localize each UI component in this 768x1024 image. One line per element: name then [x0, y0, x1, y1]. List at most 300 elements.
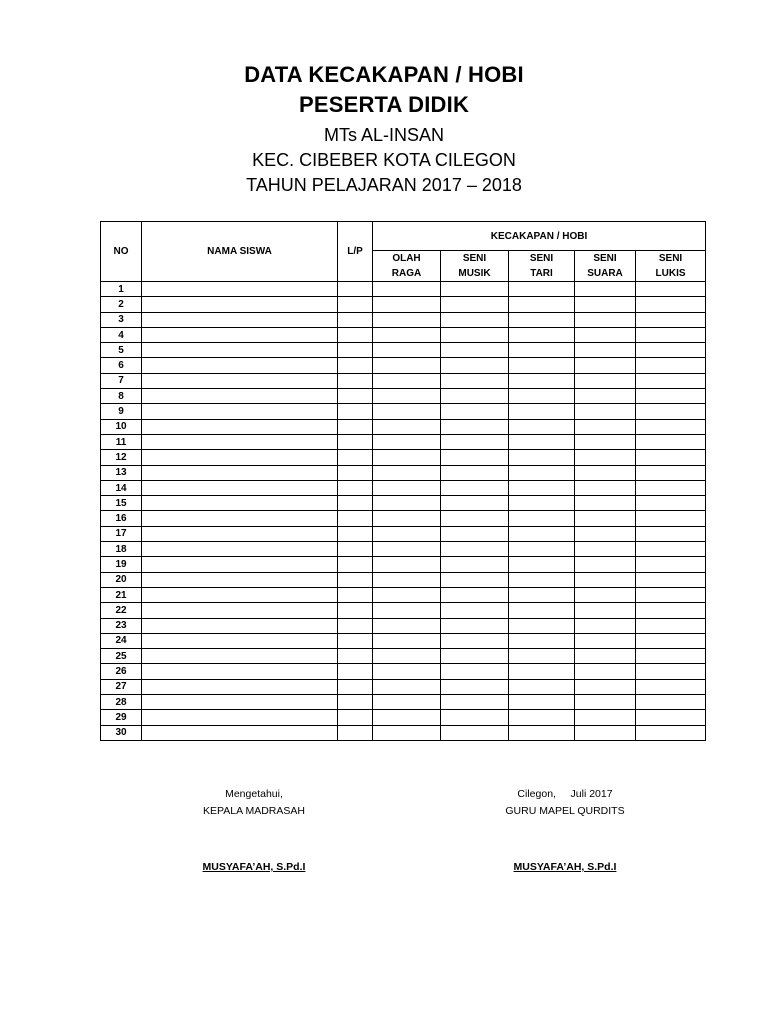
cell-seni-musik: [441, 496, 509, 511]
cell-name: [142, 511, 338, 526]
cell-seni-lukis: [636, 434, 706, 449]
cell-seni-lukis: [636, 312, 706, 327]
document-title: DATA KECAKAPAN / HOBI: [244, 62, 524, 87]
cell-seni-tari: [509, 404, 575, 419]
header-line: SENI: [593, 253, 617, 264]
cell-name: [142, 419, 338, 434]
header-line: RAGA: [391, 268, 422, 279]
cell-name: [142, 695, 338, 710]
cell-seni-musik: [441, 404, 509, 419]
cell-olah-raga: [373, 649, 441, 664]
cell-no: 4: [101, 327, 142, 342]
cell-name: [142, 297, 338, 312]
column-group-header-skills: KECAKAPAN / HOBI: [373, 222, 706, 251]
cell-seni-musik: [441, 526, 509, 541]
cell-olah-raga: [373, 404, 441, 419]
cell-seni-suara: [575, 511, 636, 526]
cell-seni-musik: [441, 434, 509, 449]
cell-seni-musik: [441, 633, 509, 648]
cell-no: 27: [101, 679, 142, 694]
document-subtitle: PESERTA DIDIK: [298, 92, 470, 117]
table-row: [101, 373, 706, 388]
cell-seni-tari: [509, 725, 575, 740]
cell-name: [142, 373, 338, 388]
cell-gender: [338, 649, 373, 664]
cell-no: 25: [101, 649, 142, 664]
cell-seni-suara: [575, 343, 636, 358]
cell-gender: [338, 343, 373, 358]
cell-seni-tari: [509, 710, 575, 725]
cell-seni-suara: [575, 419, 636, 434]
cell-no: 17: [101, 526, 142, 541]
header-line: MUSIK: [458, 268, 491, 279]
cell-name: [142, 480, 338, 495]
table-row: [101, 572, 706, 587]
cell-seni-musik: [441, 557, 509, 572]
cell-seni-tari: [509, 465, 575, 480]
cell-no: 30: [101, 725, 142, 740]
cell-olah-raga: [373, 572, 441, 587]
cell-gender: [338, 312, 373, 327]
cell-name: [142, 496, 338, 511]
cell-olah-raga: [373, 526, 441, 541]
district-name: KEC. CIBEBER KOTA CILEGON: [252, 150, 516, 170]
cell-seni-suara: [575, 312, 636, 327]
cell-olah-raga: [373, 511, 441, 526]
cell-no: 2: [101, 297, 142, 312]
table-row: [101, 511, 706, 526]
table-row: [101, 526, 706, 541]
cell-gender: [338, 358, 373, 373]
table-row: [101, 450, 706, 465]
header-line: LUKIS: [655, 268, 686, 279]
cell-no: 5: [101, 343, 142, 358]
cell-gender: [338, 511, 373, 526]
cell-name: [142, 389, 338, 404]
cell-seni-lukis: [636, 297, 706, 312]
cell-name: [142, 664, 338, 679]
cell-gender: [338, 710, 373, 725]
cell-olah-raga: [373, 633, 441, 648]
cell-gender: [338, 664, 373, 679]
cell-gender: [338, 496, 373, 511]
cell-seni-lukis: [636, 649, 706, 664]
cell-seni-tari: [509, 649, 575, 664]
cell-seni-tari: [509, 358, 575, 373]
principal-name: MUSYAFA’AH, S.Pd.I: [202, 861, 306, 873]
table-row: [101, 282, 706, 297]
column-header-seni-tari: [509, 251, 575, 282]
cell-seni-lukis: [636, 695, 706, 710]
cell-seni-musik: [441, 282, 509, 297]
cell-seni-lukis: [636, 404, 706, 419]
cell-name: [142, 282, 338, 297]
cell-name: [142, 649, 338, 664]
cell-seni-musik: [441, 327, 509, 342]
table-row: [101, 297, 706, 312]
cell-no: 12: [101, 450, 142, 465]
table-row: [101, 710, 706, 725]
cell-olah-raga: [373, 465, 441, 480]
table-row: [101, 343, 706, 358]
cell-name: [142, 312, 338, 327]
cell-no: 9: [101, 404, 142, 419]
cell-seni-suara: [575, 557, 636, 572]
cell-no: 23: [101, 618, 142, 633]
cell-seni-lukis: [636, 419, 706, 434]
cell-olah-raga: [373, 725, 441, 740]
cell-gender: [338, 404, 373, 419]
cell-name: [142, 450, 338, 465]
cell-seni-suara: [575, 695, 636, 710]
cell-no: 18: [101, 542, 142, 557]
principal-title: KEPALA MADRASAH: [203, 805, 305, 817]
cell-seni-tari: [509, 496, 575, 511]
cell-seni-musik: [441, 649, 509, 664]
cell-gender: [338, 557, 373, 572]
header-line: OLAH: [392, 253, 421, 264]
cell-seni-suara: [575, 496, 636, 511]
cell-olah-raga: [373, 434, 441, 449]
cell-seni-lukis: [636, 633, 706, 648]
cell-seni-musik: [441, 587, 509, 602]
cell-name: [142, 557, 338, 572]
cell-olah-raga: [373, 297, 441, 312]
cell-name: [142, 603, 338, 618]
cell-seni-suara: [575, 282, 636, 297]
cell-seni-tari: [509, 695, 575, 710]
cell-no: 19: [101, 557, 142, 572]
cell-no: 22: [101, 603, 142, 618]
cell-seni-musik: [441, 511, 509, 526]
cell-no: 26: [101, 664, 142, 679]
table-row: [101, 725, 706, 740]
cell-olah-raga: [373, 557, 441, 572]
cell-seni-suara: [575, 603, 636, 618]
table-row: [101, 327, 706, 342]
cell-name: [142, 434, 338, 449]
cell-seni-tari: [509, 312, 575, 327]
title-block: [0, 60, 768, 198]
cell-no: 14: [101, 480, 142, 495]
school-name: MTs AL-INSAN: [323, 125, 445, 145]
header-line: TARI: [530, 268, 553, 279]
cell-seni-lukis: [636, 572, 706, 587]
header-line: SENI: [462, 253, 487, 264]
cell-seni-tari: [509, 419, 575, 434]
cell-seni-suara: [575, 389, 636, 404]
cell-seni-lukis: [636, 710, 706, 725]
cell-olah-raga: [373, 373, 441, 388]
cell-gender: [338, 587, 373, 602]
cell-gender: [338, 434, 373, 449]
cell-seni-musik: [441, 297, 509, 312]
cell-seni-tari: [509, 480, 575, 495]
cell-gender: [338, 297, 373, 312]
academic-year: TAHUN PELAJARAN 2017 – 2018: [246, 175, 522, 195]
cell-seni-suara: [575, 679, 636, 694]
cell-olah-raga: [373, 695, 441, 710]
table-row: [101, 312, 706, 327]
cell-gender: [338, 542, 373, 557]
cell-name: [142, 633, 338, 648]
cell-seni-musik: [441, 710, 509, 725]
cell-gender: [338, 282, 373, 297]
cell-gender: [338, 389, 373, 404]
cell-seni-lukis: [636, 664, 706, 679]
cell-seni-suara: [575, 480, 636, 495]
cell-name: [142, 542, 338, 557]
cell-seni-musik: [441, 465, 509, 480]
cell-seni-musik: [441, 572, 509, 587]
cell-seni-lukis: [636, 358, 706, 373]
cell-seni-lukis: [636, 679, 706, 694]
cell-seni-suara: [575, 297, 636, 312]
cell-seni-tari: [509, 572, 575, 587]
cell-seni-suara: [575, 618, 636, 633]
cell-seni-tari: [509, 679, 575, 694]
cell-no: 10: [101, 419, 142, 434]
cell-olah-raga: [373, 542, 441, 557]
cell-seni-suara: [575, 587, 636, 602]
cell-olah-raga: [373, 587, 441, 602]
table-row: [101, 557, 706, 572]
cell-seni-musik: [441, 373, 509, 388]
cell-olah-raga: [373, 343, 441, 358]
cell-seni-musik: [441, 679, 509, 694]
teacher-title: GURU MAPEL QURDITS: [505, 805, 625, 817]
cell-seni-tari: [509, 664, 575, 679]
cell-seni-tari: [509, 603, 575, 618]
cell-name: [142, 465, 338, 480]
cell-name: [142, 404, 338, 419]
table-row: [101, 465, 706, 480]
cell-seni-lukis: [636, 557, 706, 572]
table-row: [101, 496, 706, 511]
cell-no: 8: [101, 389, 142, 404]
cell-seni-lukis: [636, 587, 706, 602]
table-row: [101, 419, 706, 434]
cell-seni-suara: [575, 450, 636, 465]
cell-gender: [338, 725, 373, 740]
cell-seni-tari: [509, 557, 575, 572]
cell-no: 7: [101, 373, 142, 388]
column-header-olah-raga: [373, 251, 441, 282]
cell-seni-lukis: [636, 526, 706, 541]
cell-seni-tari: [509, 327, 575, 342]
cell-gender: [338, 419, 373, 434]
cell-no: 24: [101, 633, 142, 648]
table-row: [101, 633, 706, 648]
cell-name: [142, 572, 338, 587]
cell-no: 28: [101, 695, 142, 710]
acknowledged-label: Mengetahui,: [225, 788, 283, 800]
cell-olah-raga: [373, 327, 441, 342]
cell-seni-lukis: [636, 282, 706, 297]
cell-seni-lukis: [636, 496, 706, 511]
column-header-seni-lukis: [636, 251, 706, 282]
cell-name: [142, 327, 338, 342]
cell-olah-raga: [373, 710, 441, 725]
header-row-1: [101, 222, 706, 251]
table-row: [101, 434, 706, 449]
cell-no: 11: [101, 434, 142, 449]
cell-seni-tari: [509, 434, 575, 449]
cell-seni-lukis: [636, 511, 706, 526]
cell-seni-musik: [441, 419, 509, 434]
cell-seni-tari: [509, 511, 575, 526]
cell-seni-suara: [575, 710, 636, 725]
place-date: Cilegon, Juli 2017: [517, 788, 613, 800]
cell-seni-suara: [575, 465, 636, 480]
cell-gender: [338, 633, 373, 648]
cell-olah-raga: [373, 450, 441, 465]
cell-seni-lukis: [636, 327, 706, 342]
table-row: [101, 389, 706, 404]
table-body: [101, 282, 706, 741]
cell-seni-lukis: [636, 618, 706, 633]
cell-name: [142, 358, 338, 373]
student-hobby-table: [100, 221, 706, 741]
cell-olah-raga: [373, 664, 441, 679]
cell-seni-musik: [441, 450, 509, 465]
cell-gender: [338, 679, 373, 694]
cell-seni-suara: [575, 373, 636, 388]
cell-name: [142, 343, 338, 358]
table-row: [101, 679, 706, 694]
cell-no: 15: [101, 496, 142, 511]
signature-block-left: [124, 786, 384, 820]
cell-seni-lukis: [636, 343, 706, 358]
cell-seni-suara: [575, 542, 636, 557]
table-row: [101, 618, 706, 633]
cell-gender: [338, 526, 373, 541]
cell-seni-musik: [441, 358, 509, 373]
cell-no: 6: [101, 358, 142, 373]
cell-olah-raga: [373, 603, 441, 618]
cell-seni-tari: [509, 618, 575, 633]
cell-seni-musik: [441, 542, 509, 557]
cell-no: 1: [101, 282, 142, 297]
cell-seni-tari: [509, 389, 575, 404]
cell-no: 21: [101, 587, 142, 602]
cell-seni-suara: [575, 404, 636, 419]
table-row: [101, 542, 706, 557]
cell-name: [142, 679, 338, 694]
cell-seni-musik: [441, 603, 509, 618]
cell-seni-lukis: [636, 465, 706, 480]
cell-seni-suara: [575, 725, 636, 740]
cell-seni-tari: [509, 450, 575, 465]
table-row: [101, 695, 706, 710]
cell-name: [142, 710, 338, 725]
cell-seni-suara: [575, 633, 636, 648]
cell-seni-musik: [441, 312, 509, 327]
cell-seni-tari: [509, 343, 575, 358]
cell-gender: [338, 327, 373, 342]
cell-seni-tari: [509, 282, 575, 297]
table-row: [101, 358, 706, 373]
cell-seni-musik: [441, 725, 509, 740]
cell-olah-raga: [373, 312, 441, 327]
cell-name: [142, 526, 338, 541]
column-header-gender: L/P: [338, 222, 373, 282]
signature-block-right: [435, 786, 695, 820]
column-header-name: NAMA SISWA: [142, 222, 338, 282]
cell-seni-tari: [509, 587, 575, 602]
cell-seni-musik: [441, 480, 509, 495]
cell-gender: [338, 603, 373, 618]
column-header-seni-musik: [441, 251, 509, 282]
column-header-seni-suara: [575, 251, 636, 282]
table-row: [101, 649, 706, 664]
cell-olah-raga: [373, 679, 441, 694]
cell-olah-raga: [373, 358, 441, 373]
cell-seni-suara: [575, 664, 636, 679]
cell-seni-musik: [441, 389, 509, 404]
cell-no: 29: [101, 710, 142, 725]
cell-seni-suara: [575, 649, 636, 664]
cell-seni-lukis: [636, 373, 706, 388]
teacher-name: MUSYAFA’AH, S.Pd.I: [513, 861, 617, 873]
cell-seni-suara: [575, 327, 636, 342]
table-row: [101, 603, 706, 618]
cell-seni-musik: [441, 664, 509, 679]
cell-seni-musik: [441, 343, 509, 358]
cell-seni-lukis: [636, 389, 706, 404]
cell-name: [142, 725, 338, 740]
cell-gender: [338, 480, 373, 495]
cell-gender: [338, 695, 373, 710]
cell-name: [142, 618, 338, 633]
cell-seni-tari: [509, 297, 575, 312]
cell-gender: [338, 618, 373, 633]
cell-seni-lukis: [636, 542, 706, 557]
cell-seni-suara: [575, 358, 636, 373]
cell-olah-raga: [373, 282, 441, 297]
header-line: SENI: [658, 253, 683, 264]
cell-seni-tari: [509, 373, 575, 388]
cell-olah-raga: [373, 496, 441, 511]
header-line: SUARA: [587, 268, 623, 279]
cell-seni-musik: [441, 695, 509, 710]
cell-no: 16: [101, 511, 142, 526]
cell-seni-tari: [509, 633, 575, 648]
cell-seni-tari: [509, 542, 575, 557]
cell-seni-suara: [575, 572, 636, 587]
column-header-no: NO: [101, 222, 142, 282]
cell-gender: [338, 465, 373, 480]
table-row: [101, 587, 706, 602]
cell-seni-suara: [575, 526, 636, 541]
cell-olah-raga: [373, 480, 441, 495]
cell-seni-lukis: [636, 450, 706, 465]
cell-gender: [338, 373, 373, 388]
cell-no: 13: [101, 465, 142, 480]
cell-olah-raga: [373, 618, 441, 633]
table-row: [101, 404, 706, 419]
cell-seni-lukis: [636, 480, 706, 495]
cell-gender: [338, 450, 373, 465]
table-row: [101, 664, 706, 679]
cell-olah-raga: [373, 419, 441, 434]
cell-gender: [338, 572, 373, 587]
cell-no: 3: [101, 312, 142, 327]
cell-seni-lukis: [636, 603, 706, 618]
cell-seni-musik: [441, 618, 509, 633]
cell-no: 20: [101, 572, 142, 587]
table-row: [101, 480, 706, 495]
